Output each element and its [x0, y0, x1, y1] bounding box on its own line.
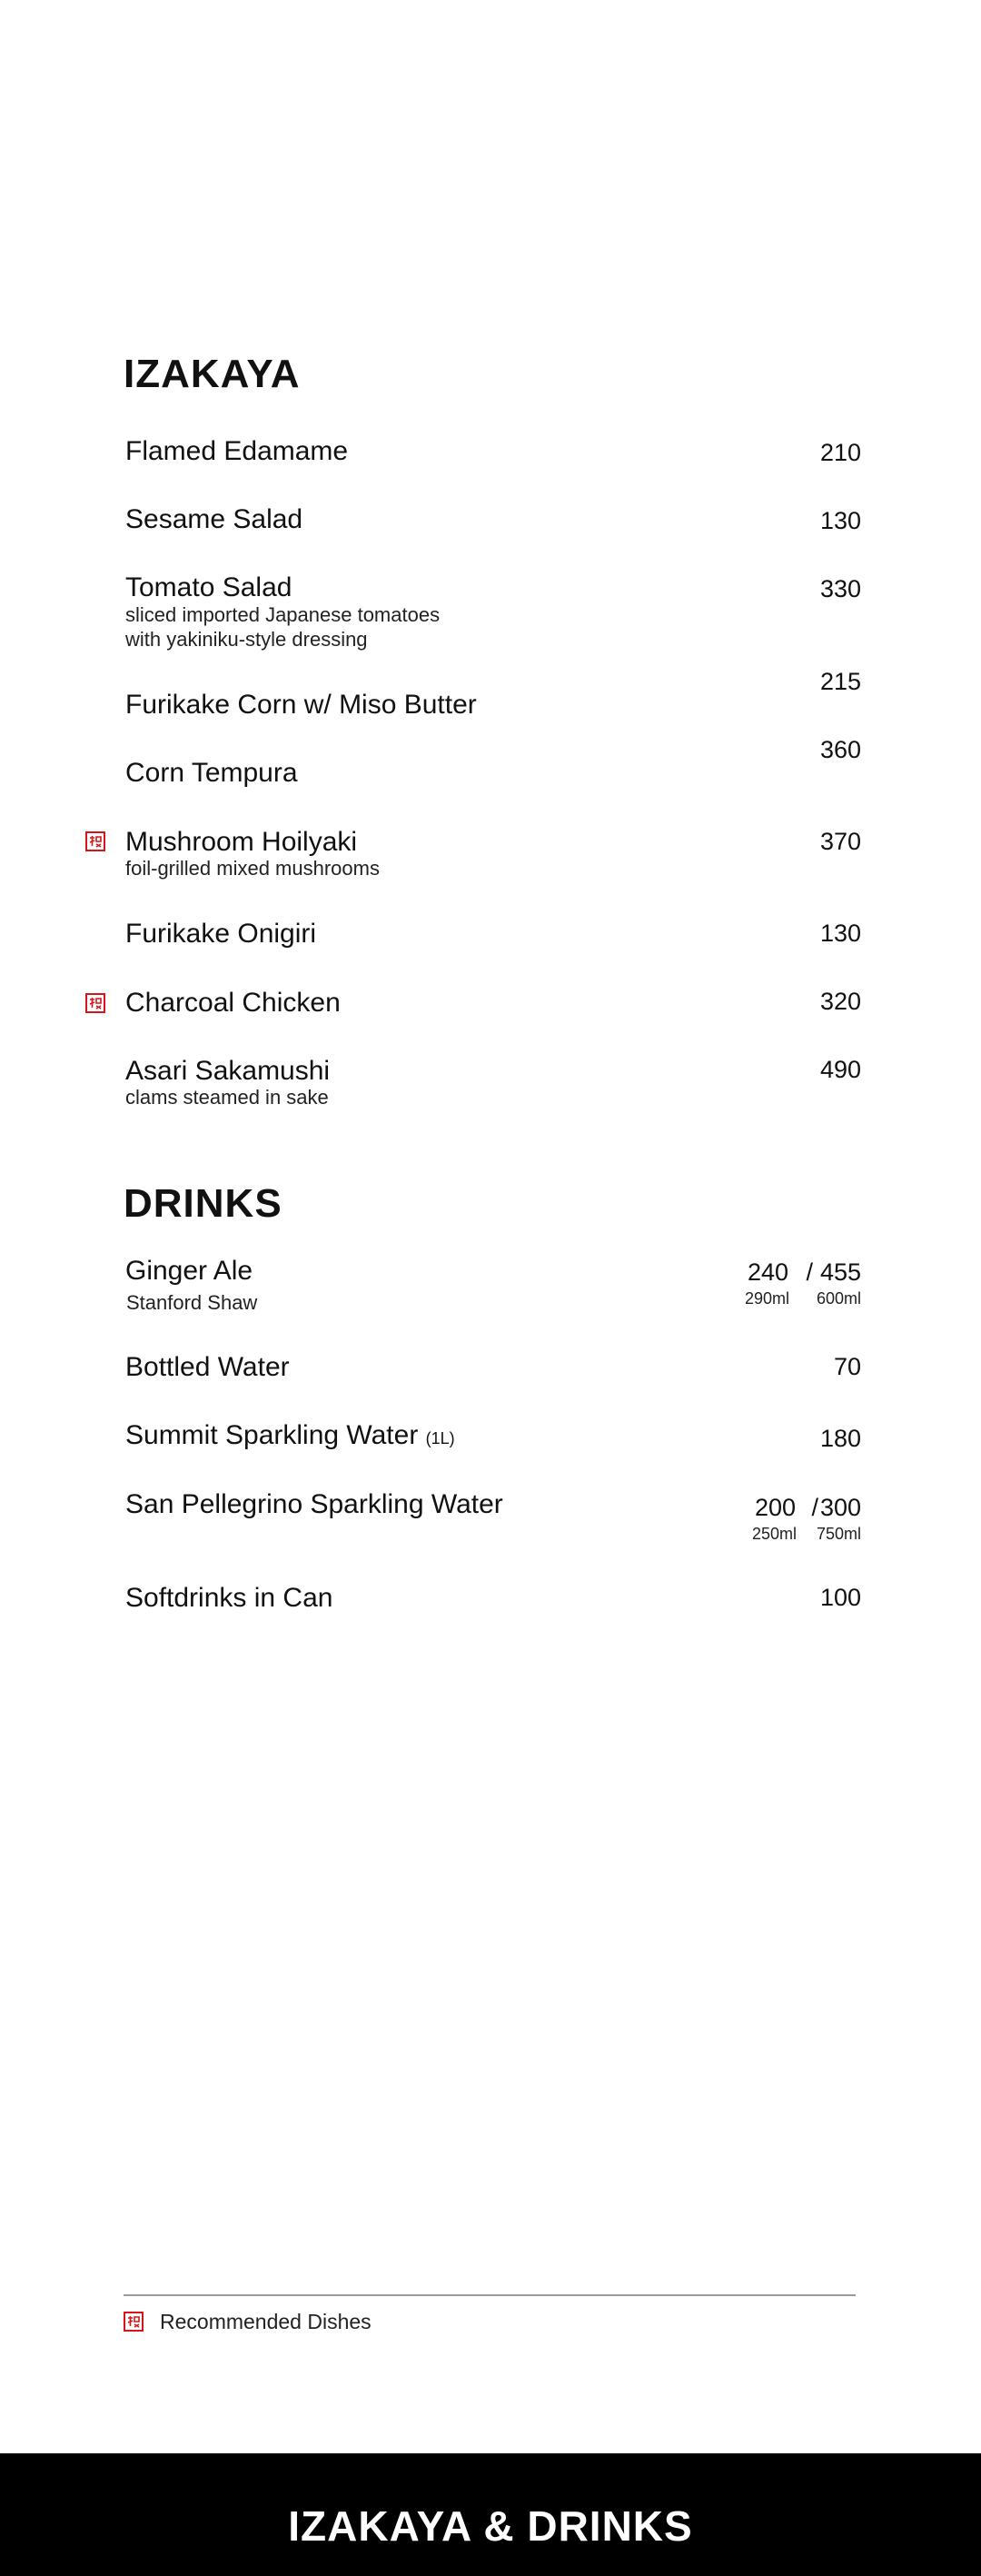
item-name: Flamed Edamame: [125, 436, 349, 466]
item-description: clams steamed in sake: [125, 1086, 329, 1109]
recommended-icon: [85, 993, 105, 1013]
item-name: Charcoal Chicken: [125, 988, 341, 1018]
price-large: 455: [819, 1258, 861, 1286]
price-large: 300: [819, 1494, 861, 1521]
price-small: 200: [754, 1494, 796, 1521]
item-price: 100: [819, 1584, 861, 1611]
item-price: 215: [819, 668, 861, 695]
size-small: 290ml: [744, 1289, 789, 1308]
item-price: 490: [819, 1056, 861, 1083]
item-price: 320: [819, 988, 861, 1015]
legend-label: Recommended Dishes: [160, 2310, 372, 2333]
item-name: Softdrinks in Can: [125, 1583, 333, 1613]
item-name: Corn Tempura: [125, 758, 298, 788]
item-price: 330: [819, 575, 861, 602]
item-description: with yakiniku-style dressing: [125, 628, 368, 651]
legend-divider: [124, 2294, 856, 2296]
item-name-text: Summit Sparkling Water: [125, 1420, 419, 1450]
item-name: Furikake Onigiri: [125, 919, 317, 949]
recommended-icon: [124, 2312, 144, 2332]
item-price: 70: [833, 1353, 861, 1380]
item-name: Furikake Corn w/ Miso Butter: [125, 690, 477, 720]
size-large: 750ml: [816, 1525, 861, 1543]
item-name: [125, 1422, 455, 1449]
item-name: Ginger Ale: [125, 1256, 253, 1286]
price-separator: /: [811, 1494, 818, 1521]
price-separator: /: [806, 1258, 813, 1286]
item-name: San Pellegrino Sparkling Water: [125, 1489, 503, 1519]
item-description: Stanford Shaw: [126, 1291, 258, 1314]
section-title-izakaya: IZAKAYA: [124, 352, 301, 396]
item-name: Sesame Salad: [125, 504, 303, 534]
item-name: Bottled Water: [125, 1352, 290, 1382]
item-description: foil-grilled mixed mushrooms: [125, 857, 380, 880]
item-name: Tomato Salad: [125, 572, 292, 602]
section-title-drinks: DRINKS: [124, 1181, 282, 1226]
recommended-icon: [85, 831, 105, 851]
item-price: 210: [819, 439, 861, 466]
item-price: 360: [819, 736, 861, 763]
item-price: 370: [819, 828, 861, 855]
item-size-note: (1L): [425, 1429, 455, 1447]
size-large: 600ml: [816, 1289, 861, 1308]
item-price: 130: [819, 507, 861, 534]
size-small: 250ml: [751, 1525, 797, 1543]
item-price: 130: [819, 920, 861, 947]
footer-title: IZAKAYA & DRINKS: [288, 2502, 693, 2550]
item-name: Mushroom Hoilyaki: [125, 827, 358, 857]
item-price: 180: [819, 1425, 861, 1452]
price-small: 240: [747, 1258, 788, 1286]
item-name: Asari Sakamushi: [125, 1056, 331, 1086]
item-description: sliced imported Japanese tomatoes: [125, 603, 441, 626]
